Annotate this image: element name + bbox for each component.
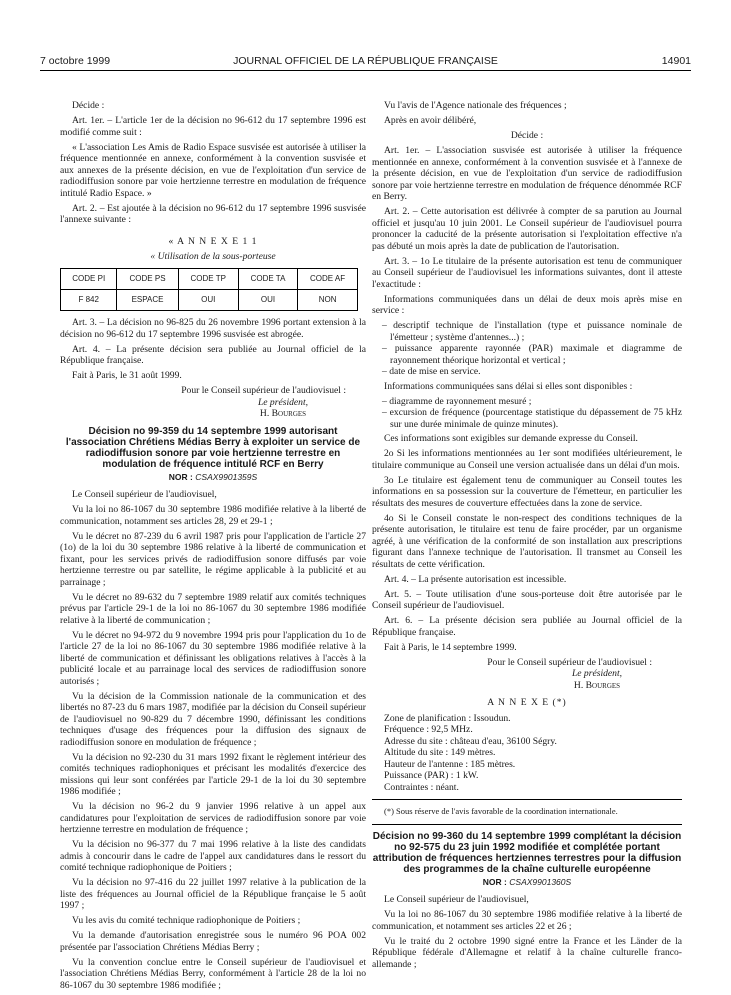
visa-paragraph: Vu le décret no 87-239 du 6 avril 1987 pris pour l'application de l'article 27 (1o) de la loi du 30 septembre 1986 relative à la liberté de communication et fixant, pour les services privés de radiodiffusion sonore diffusés par voie hertzienne terrestre ou par satellite, le régime applicable à la publicité et au parrainage ; (60, 530, 366, 588)
visa-paragraph: Vu la décision no 97-416 du 22 juillet 1997 relative à la publication de la liste des fréquences au Journal officiel de la République française le 5 août 1997 ; (60, 877, 366, 911)
table-row (61, 290, 358, 311)
info-paragraph: 4o Si le Conseil constate le non-respect des conditions techniques de la présente autorisation, le titulaire est tenu de faire procéder, par un organisme agréé, à une vérification de la conformité de son installation aux prescriptions figurant dans l'annexe technique de l'autorisation. Il transmet au Conseil les résultats de cette vérification. (372, 512, 682, 570)
visa-paragraph: Vu la décision no 92-230 du 31 mars 1992 fixant le règlement intérieur des comités techniques radiophoniques et précisant les modalités d'exercice des missions qui leur sont conférées par l'article 29-1 de la loi du 30 septembre 1986 modifiée ; (60, 751, 366, 797)
annexe-line: Puissance (PAR) : 1 kW. (384, 770, 479, 781)
info-paragraph: Informations communiquées sans délai si elles sont disponibles : (384, 380, 633, 392)
visa-paragraph: Vu l'avis de l'Agence nationale des fréquences ; (384, 100, 567, 111)
list-item: – descriptif technique de l'installation (type et puissance nominale de l'émetteur ; système d'antennes...) ; (382, 320, 682, 343)
visa-paragraph: Le Conseil supérieur de l'audiovisuel, (72, 489, 217, 500)
nor-reference (60, 472, 366, 484)
footnote: (*) Sous réserve de l'avis favorable de la coordination internationale. (384, 806, 618, 816)
decide-heading: Décide : (510, 130, 544, 141)
info-paragraph: Ces informations sont exigibles sur demande expresse du Conseil. (384, 433, 638, 444)
visa-paragraph: Vu le décret no 89-632 du 7 septembre 1989 relatif aux comités techniques prévus par l'article 29-1 de la loi no 86-1067 du 30 septembre 1986 modifiée relative à la liberté de communication ; (60, 591, 366, 626)
visa-paragraph: Vu la décision no 96-377 du 7 mai 1996 relative à la liste des candidats admis à concourir dans le cadre de l'appel aux candidatures dans le ressort du comité technique radiophonique de Poitiers ; (60, 839, 366, 873)
footnote-rule (372, 799, 682, 800)
header-date: 7 octobre 1999 (40, 55, 111, 67)
article-2: Art. 2. – Est ajoutée à la décision no 96-612 du 17 septembre 1996 susvisée l'annexe suivante : (60, 202, 366, 225)
info-list (372, 396, 682, 431)
info-paragraph: 3o Le titulaire est également tenu de communiquer au Conseil toutes les informations en sa possession sur la couverture de l'émetteur, en particulier les résultats des mesures de couverture effectuées dans la zone de service. (372, 474, 682, 509)
table-header-row (61, 269, 358, 290)
signature-name: H. Bourges (259, 408, 307, 419)
decision-title: Décision no 99-360 du 14 septembre 1999 complétant la décision no 92-575 du 23 juin 1992 modifiée et complétée portant attribution de fréquences hertziennes terrestres pour la diffusion des programmes de la chaîne culturelle européenne (372, 830, 682, 875)
info-list (372, 320, 682, 378)
decision-title: Décision no 99-359 du 14 septembre 1999 autorisant l'association Chrétiens Médias Berry à exploiter un service de radiodiffusion sonore par voie hertzienne terrestre en modulation de fréquence intitulé RCF en Berry (65, 425, 361, 470)
nor-code: CSAX9901359S (195, 471, 258, 482)
table-header-cell: CODE AF (298, 269, 358, 290)
table-cell: ESPACE (117, 290, 178, 311)
section-rule (372, 824, 682, 825)
article-1: Art. 1er. – L'article 1er de la décision no 96-612 du 17 septembre 1996 est modifié comme suit : (60, 115, 366, 138)
nor-code: CSAX9901360S (509, 876, 572, 887)
visa-paragraph: Vu la convention conclue entre le Conseil supérieur de l'audiovisuel et l'association Chrétiens Médias Berry, conformément à l'article 28 de la loi no 86-1067 du 30 septembre 1986 modifiée ; (60, 956, 366, 991)
annexe-line: Zone de planification : Issoudun. (384, 712, 511, 724)
annexe-line: Hauteur de l'antenne : 185 mètres. (384, 758, 516, 770)
right-column (372, 100, 682, 974)
header-journal-title: JOURNAL OFFICIEL DE LA RÉPUBLIQUE FRANÇAISE (233, 55, 498, 67)
article-3: Art. 3. – 1o Le titulaire de la présente autorisation est tenu de communiquer au Conseil supérieur de l'audiovisuel les informations suivantes, dont il atteste l'exactitude : (372, 255, 682, 290)
signature-line-1: Pour le Conseil supérieur de l'audiovisuel : (181, 385, 346, 396)
table-header-cell: CODE PS (117, 269, 178, 290)
visa-paragraph: Le Conseil supérieur de l'audiovisuel, (384, 894, 529, 905)
info-paragraph: 2o Si les informations mentionnées au 1er sont modifiées ultérieurement, le titulaire communique au Conseil une version actualisée dans un délai d'un mois. (372, 448, 682, 471)
table-header-cell: CODE TP (178, 269, 238, 290)
article-1: Art. 1er. – L'association susvisée est autorisée à utiliser la fréquence mentionnée en annexe, conformément à la convention susvisée et à l'annexe de la présente décision, en vue de l'exploitation d'un service de radiodiffusion sonore par voie hertzienne terrestre en modulation de fréquence dénommée RCF en Berry. (372, 145, 682, 202)
list-item: – puissance apparente rayonnée (PAR) maximale et diagramme de rayonnement théorique horizontal et vertical ; (382, 343, 682, 366)
info-paragraph: Informations communiquées dans un délai de deux mois après mise en service : (372, 293, 682, 316)
annexe-line: Altitude du site : 149 mètres. (384, 747, 496, 758)
visa-paragraph: Vu le décret no 94-972 du 9 novembre 1994 pris pour l'application du 1o de l'article 27 de la loi no 86-1067 du 30 septembre 1986 modifiée relative à la liberté de communication et définissant les obligations relatives à l'accès à la publicité locale et au parrainage local des services de radiodiffusion sonore autorisés ; (60, 629, 366, 687)
annexe-line: Fréquence : 92,5 MHz. (384, 724, 473, 735)
annexe-title: A N N E X E (*) (487, 697, 567, 708)
signature-line-2: Le président, (257, 396, 309, 408)
signature-line-1: Pour le Conseil supérieur de l'audiovisuel : (487, 656, 652, 668)
list-item: – diagramme de rayonnement mesuré ; (382, 395, 532, 407)
list-item: – excursion de fréquence (pourcentage statistique du dépassement de 75 kHz sur une durée minimale de quinze minutes). (382, 407, 682, 430)
signature-name: H. Bourges (573, 679, 621, 691)
page-header (40, 55, 691, 69)
visa-paragraph: Vu la loi no 86-1067 du 30 septembre 1986 modifiée relative à la liberté de communication, notamment ses articles 28, 29 et 29-1 ; (60, 504, 366, 527)
list-item: – date de mise en service. (382, 366, 481, 377)
article-4: Art. 4. – La présente décision sera publiée au Journal officiel de la République française. (60, 343, 366, 366)
article-1-quote: « L'association Les Amis de Radio Espace susvisée est autorisée à utiliser la fréquence mentionnée en annexe, conformément à la convention susvisée et aux annexes de la présente décision, en vue de l'exploitation d'un service de radiodiffusion sonore par voie hertzienne terrestre en modulation de fréquence intitulé Radio Espace. » (60, 141, 366, 199)
table-cell: OUI (178, 290, 238, 311)
header-page-number: 14901 (661, 55, 691, 67)
header-rule (40, 70, 691, 71)
subcarrier-table (60, 268, 358, 311)
visa-paragraph: Vu le traité du 2 octobre 1990 signé entre la France et les Länder de la République fédérale d'Allemagne et relatif à la chaîne culturelle franco-allemande ; (372, 935, 682, 970)
annexe-line: Adresse du site : château d'eau, 36100 Ségry. (384, 735, 557, 747)
visa-paragraph: Vu la décision no 96-2 du 9 janvier 1996 relative à un appel aux candidatures pour l'exploitation de services de radiodiffusion sonore par voie hertzienne terrestre en modulation de fréquence ; (60, 801, 366, 835)
decide-heading: Décide : (72, 100, 105, 111)
visa-paragraph: Vu la loi no 86-1067 du 30 septembre 1986 modifiée relative à la liberté de communication, et notamment ses articles 22 et 26 ; (372, 909, 682, 932)
table-cell: F 842 (61, 290, 117, 311)
annexe-details (372, 713, 682, 794)
annexe-line: Contraintes : néant. (384, 781, 459, 793)
article-4: Art. 4. – La présente autorisation est incessible. (384, 573, 567, 585)
table-header-cell: CODE PI (61, 269, 117, 290)
done-at-paris: Fait à Paris, le 14 septembre 1999. (384, 641, 517, 653)
nor-label: NOR : (168, 471, 193, 482)
left-column (60, 100, 366, 995)
table-cell: NON (298, 290, 358, 311)
table-header-cell: CODE TA (238, 269, 297, 290)
table-cell: OUI (238, 290, 297, 311)
visa-paragraph: Vu la décision de la Commission nationale de la communication et des libertés no 87-23 du 6 mars 1987, modifiée par la décision du Conseil supérieur de l'audiovisuel no 90-829 du 7 décembre 1990, définissant les conditions techniques d'usage des fréquences pour la diffusion des signaux de radiodiffusion sonore en modulation de fréquence ; (60, 690, 366, 748)
nor-reference (372, 877, 682, 889)
article-5: Art. 5. – Toute utilisation d'une sous-porteuse doit être autorisée par le Conseil supérieur de l'audiovisuel. (372, 588, 682, 611)
deliberation-line: Après en avoir délibéré, (384, 115, 477, 126)
done-at-paris: Fait à Paris, le 31 août 1999. (72, 370, 182, 381)
nor-label: NOR : (482, 876, 507, 887)
article-6: Art. 6. – La présente décision sera publiée au Journal officiel de la République française. (372, 615, 682, 638)
annex-subtitle: « Utilisation de la sous-porteuse (150, 250, 276, 262)
article-2: Art. 2. – Cette autorisation est délivrée à compter de sa parution au Journal officiel et jusqu'au 10 juin 2001. Le Conseil supérieur de l'audiovisuel pourra prononcer la caducité de la présente autorisation si l'exploitation effective n'a pas débuté un mois après la date de publication de l'autorisation. (372, 206, 682, 252)
annex-title: « A N N E X E 1 1 (168, 235, 258, 247)
article-3: Art. 3. – La décision no 96-825 du 26 novembre 1996 portant extension à la décision no 96-612 du 17 septembre 1996 susvisée est abrogée. (60, 317, 366, 340)
signature-line-2: Le président, (571, 668, 623, 679)
visa-paragraph: Vu la demande d'autorisation enregistrée sous le numéro 96 POA 002 présentée par l'association Chrétiens Médias Berry ; (60, 930, 366, 953)
visa-paragraph: Vu les avis du comité technique radiophonique de Poitiers ; (72, 915, 301, 926)
